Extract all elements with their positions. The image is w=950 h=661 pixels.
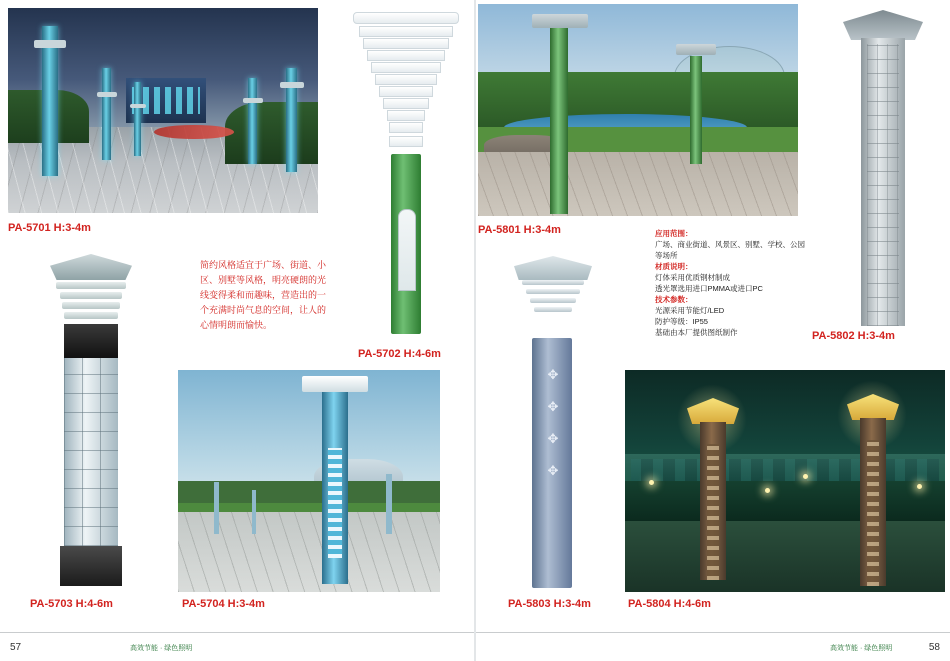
decor-star-4: ✥ <box>547 463 559 478</box>
grass-right <box>225 102 318 164</box>
product-photo-pa5801 <box>478 4 798 216</box>
lamp-pole-mid1 <box>102 68 111 160</box>
lamp-pole-back <box>690 56 702 164</box>
distant-light-1 <box>649 480 654 485</box>
fin-7 <box>383 98 429 109</box>
lamp-pole-front <box>550 28 568 214</box>
spec-scope-text: 广场、商业街道、风景区、别墅、学校、公园等场所 <box>655 240 805 260</box>
spec-scope-heading: 应用范围： <box>655 229 693 238</box>
page-number-left: 57 <box>10 642 22 653</box>
fin-2 <box>363 38 449 49</box>
page-number-right: 58 <box>928 642 940 653</box>
lamp-cap-mid1 <box>97 92 117 97</box>
lamp-pole-small3 <box>386 474 392 534</box>
lamp-cap-near <box>34 40 66 48</box>
fin-4 <box>64 312 118 319</box>
lamp-cap-back <box>676 44 716 55</box>
product-photo-pa5803 <box>492 250 612 592</box>
lamp-pole-near <box>42 26 58 176</box>
lamp-pole-small2 <box>252 490 256 534</box>
lamp-pole-mid2 <box>134 82 141 156</box>
lamp-cap-front <box>532 14 588 28</box>
product-photo-pa5702 <box>345 4 465 334</box>
caption-pa5701: PA-5701 H:3-4m <box>8 222 91 234</box>
caption-pa5702: PA-5702 H:4-6m <box>358 348 441 360</box>
spec-material-line-1: 灯体采用优质钢材制成 <box>655 273 730 282</box>
plaza-ground <box>625 521 945 592</box>
product-photo-pa5802 <box>815 4 945 326</box>
spec-tech-line-3: 基础由本厂提供图纸制作 <box>655 328 738 337</box>
paved-road <box>478 152 798 216</box>
page-spine <box>474 0 476 661</box>
fin-6 <box>379 86 433 97</box>
fin-5 <box>375 74 437 85</box>
lamp-pole-main <box>322 388 348 584</box>
lamp-cap <box>843 10 923 40</box>
fin-8 <box>387 110 425 121</box>
caption-pa5804: PA-5804 H:4-6m <box>628 598 711 610</box>
tree-line <box>625 481 945 521</box>
lamp-pole-small1 <box>214 482 219 534</box>
spec-material-heading: 材质说明： <box>655 262 693 271</box>
fin-4 <box>534 307 572 312</box>
decor-star-2: ✥ <box>547 399 559 414</box>
spec-tech-heading: 技术参数： <box>655 295 693 304</box>
lamp-column-perforated <box>861 38 905 326</box>
lamp-cap-main <box>302 376 368 392</box>
fin-4 <box>371 62 441 73</box>
caption-pa5803: PA-5803 H:3-4m <box>508 598 591 610</box>
decor-star-1: ✥ <box>547 367 559 382</box>
caption-pa5704: PA-5704 H:3-4m <box>182 598 265 610</box>
lamp-light-window <box>398 209 416 291</box>
lamp-glass-grid <box>64 358 118 546</box>
spec-tech-line-1: 光源采用节能灯/LED <box>655 306 725 315</box>
caption-pa5802: PA-5802 H:3-4m <box>812 330 895 342</box>
lamp-pole-left <box>700 422 726 580</box>
lamp-cap-right2 <box>280 82 304 88</box>
description-text: 简约风格适宜于广场、街道、小区、别墅等风格，明亮硬朗的光线变得柔和而趣味，营造出的一个充满时尚气息的空间，让人的心情明朗而愉快。 <box>200 260 327 330</box>
product-photo-pa5701 <box>8 8 318 213</box>
caption-pa5703: PA-5703 H:4-6m <box>30 598 113 610</box>
fin-2 <box>60 292 122 299</box>
fin-top <box>353 12 459 24</box>
distant-light-2 <box>765 488 770 493</box>
fin-3 <box>62 302 120 309</box>
caption-pa5801: PA-5801 H:3-4m <box>478 224 561 236</box>
spec-material-line-2: 透光罩选用进口PMMA或进口PC <box>655 284 763 293</box>
fin-2 <box>526 289 580 294</box>
lamp-cap <box>50 254 132 280</box>
lamp-pole-right <box>860 418 886 586</box>
lamp-neck <box>64 324 118 358</box>
fin-3 <box>367 50 445 61</box>
lamp-cap <box>514 256 592 280</box>
lamp-cap-right1 <box>243 98 263 103</box>
distant-light-4 <box>917 484 922 489</box>
lamp-base <box>60 546 122 586</box>
distant-light-3 <box>803 474 808 479</box>
fin-1 <box>56 282 126 289</box>
decor-star-3: ✥ <box>547 431 559 446</box>
fin-9 <box>389 122 423 133</box>
fin-1 <box>522 280 584 285</box>
fin-3 <box>530 298 576 303</box>
product-photo-pa5703 <box>20 250 160 590</box>
fin-10 <box>389 136 423 147</box>
fin-1 <box>359 26 453 37</box>
spec-tech-line-2: 防护等级：IP55 <box>655 317 708 326</box>
spec-block <box>655 228 805 338</box>
footer-brand-left: 高效节能 · 绿色照明 <box>830 645 893 652</box>
product-photo-pa5804 <box>625 370 945 592</box>
footer-brand-right: 高效节能 · 绿色照明 <box>130 645 193 652</box>
lamp-pole-right1 <box>248 78 257 164</box>
lamp-cap-mid2 <box>130 104 146 108</box>
product-photo-pa5704 <box>178 370 440 592</box>
